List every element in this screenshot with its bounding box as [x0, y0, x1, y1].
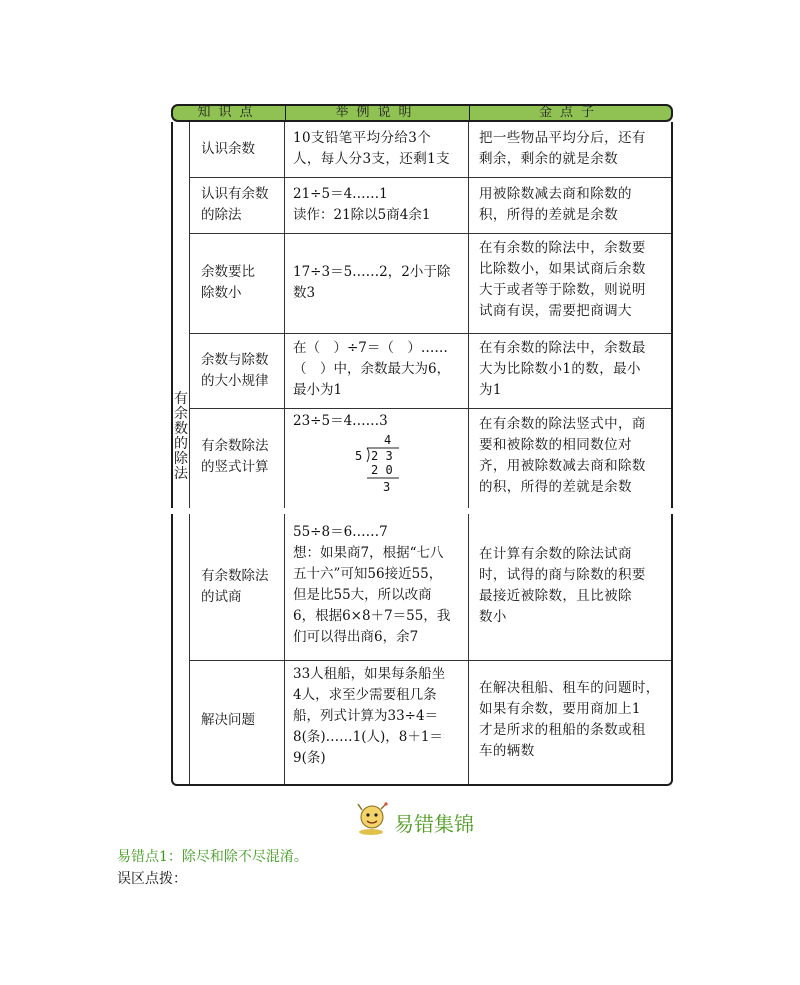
- header-knowledge-point: 知识点: [197, 105, 261, 120]
- header-tip: 金点子: [538, 105, 602, 120]
- row-2-tip: 在有余数的除法中，余数要 比除数小，如果试商后余数 大于或者等于除数，则说明 试商有误，需要把商调大: [479, 240, 646, 319]
- row-6-tip: 在解决租船、租车的问题时， 如果有余数，要用商加上1 才是所求的租船的条数或租 车的辆数: [479, 680, 660, 759]
- header-example: 举例说明: [335, 105, 420, 120]
- row-6-example: 33人租船，如果每条船坐 4人，求至少需要租几条 船，列式计算为33÷4＝ 8(条)……1(人)，8＋1＝ 9(条): [293, 666, 446, 766]
- table-section-2: [171, 514, 673, 786]
- ld-divisor: 5: [355, 449, 363, 463]
- section-banner: [352, 802, 474, 836]
- row-3-tip: 在有余数的除法中，余数最 大为比除数小1的数，最小 为1: [479, 340, 646, 398]
- row-1-topic: 认识有余数 的除法: [201, 186, 269, 223]
- ld-quotient: 4: [384, 433, 392, 447]
- row-4-tip: 在有余数的除法竖式中，商 要和被除数的相同数位对 齐，用被除数减去商和除数 的积，所得的差就是余数: [479, 416, 646, 495]
- row-4-topic: 有余数除法 的竖式计算: [201, 438, 269, 475]
- section-title: 易错集锦: [394, 812, 474, 836]
- category-label: 有余数的除法: [174, 391, 188, 482]
- row-6-topic: 解决问题: [201, 712, 255, 728]
- long-division: [343, 432, 423, 506]
- row-4-example: 23÷5＝4……3: [293, 413, 388, 429]
- error-point-1: 易错点1：除尽和除不尽混淆。: [117, 849, 308, 865]
- row-5-topic: 有余数除法 的试商: [201, 568, 269, 605]
- ld-dividend: 2 3: [371, 449, 393, 463]
- ld-remainder: 3: [383, 480, 391, 494]
- row-2-topic: 余数要比 除数小: [201, 264, 255, 301]
- row-1-example: 21÷5＝4……1 读作：21除以5商4余1: [293, 186, 431, 223]
- row-0-example: 10支铅笔平均分给3个 人，每人分3支，还剩1支: [293, 130, 450, 167]
- row-2-example: 17÷3＝5……2，2小于除 数3: [293, 264, 451, 301]
- row-1-tip: 用被除数减去商和除数的 积，所得的差就是余数: [479, 186, 632, 223]
- row-3-topic: 余数与除数 的大小规律: [201, 352, 269, 389]
- row-5-tip: 在计算有余数的除法试商 时，试得的商与除数的积要 最接近被除数，且比被除 数小: [479, 546, 646, 625]
- row-0-tip: 把一些物品平均分后，还有 剩余，剩余的就是余数: [479, 130, 646, 167]
- row-5-example: 55÷8＝6……7 想：如果商7，根据“七八 五十六”可知56接近55， 但是比55大，所以改商 6，根据6×8＋7＝55，我 们可以得出商6，余7: [293, 524, 451, 645]
- row-0-topic: 认识余数: [201, 141, 255, 157]
- table-section-1: [171, 122, 673, 508]
- cartoon-mascot-icon: [352, 802, 390, 836]
- ld-product: 2 0: [371, 463, 393, 477]
- row-3-example: 在（ ）÷7＝（ ）…… （ ）中，余数最大为6， 最小为1: [293, 340, 451, 398]
- misconception-tip-label: 误区点拨：: [117, 871, 187, 887]
- table-header: [171, 104, 673, 122]
